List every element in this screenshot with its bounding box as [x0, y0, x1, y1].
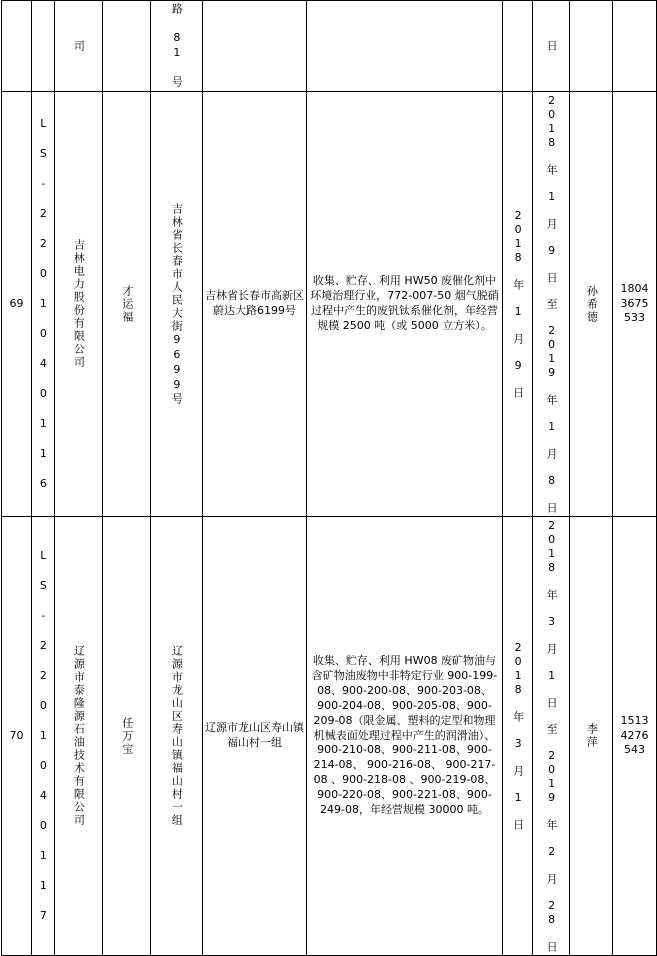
cell-handler: 李萍 — [570, 517, 613, 956]
cell-valid-period: 日 — [533, 1, 570, 92]
cell-seq: 70 — [2, 517, 32, 956]
cell-address: 吉林省长春市人民大街9699号 — [151, 92, 203, 517]
cell-address: 辽源市龙山区寿山镇福山村一组 — [151, 517, 203, 956]
table-row — [2, 1, 657, 92]
table-row — [2, 517, 657, 956]
cell-seq — [2, 1, 32, 92]
cell-address-2: 吉林省长春市高新区蔚达大路6199号 — [203, 92, 307, 517]
cell-valid-period: 2018 年 1 月 9 日 至 2019 年 1 月 8 日 — [533, 92, 570, 517]
cell-handler: 孙希德 — [570, 92, 613, 517]
cell-company: 辽源市泰隆源石油技术有限公司 — [55, 517, 103, 956]
cell-amount: 1513 4276 543 — [613, 517, 657, 956]
cell-handler — [570, 1, 613, 92]
cell-scope: 收集、贮存、利用 HW50 废催化剂中环境治理行业，772-007-50 烟气脱硝过程中产生的废钒钛系催化剂，年经营规模 2500 吨（或 5000 立方米）。 — [307, 92, 503, 517]
cell-legal-person: 才运福 — [103, 92, 151, 517]
permit-registry-table — [1, 0, 657, 956]
cell-address: 路 81 号 — [151, 1, 203, 92]
table-row — [2, 92, 657, 517]
cell-issue-date: 2018 年 3 月 1 日 — [503, 517, 533, 956]
cell-seq: 69 — [2, 92, 32, 517]
cell-cert-no — [32, 1, 55, 92]
cell-scope — [307, 1, 503, 92]
cell-company: 司 — [55, 1, 103, 92]
cell-cert-no: L S - 2 2 0 1 0 4 0 1 1 7 — [32, 517, 55, 956]
cell-address-2 — [203, 1, 307, 92]
cell-legal-person: 任万宝 — [103, 517, 151, 956]
cell-issue-date: 2018 年 1 月 9 日 — [503, 92, 533, 517]
cell-cert-no: L S - 2 2 0 1 0 4 0 1 1 6 — [32, 92, 55, 517]
cell-company: 吉林电力股份有限公司 — [55, 92, 103, 517]
cell-scope: 收集、贮存、利用 HW08 废矿物油与含矿物油废物中非特定行业 900-199-08、900-200-08、900-203-08、900-204-08、900-205-08、900-209-08（限金属、塑料的定型和物理机械表面处理过程中产生的润滑油）、900-210-08、900-211-08、900-214-08、 900-216-08、 900-217-08 、900-218-08 、900-219-08、900-220-08、900-221-08、900-249-08，年经营规模 30000 吨。 — [307, 517, 503, 956]
cell-legal-person — [103, 1, 151, 92]
cell-amount — [613, 1, 657, 92]
cell-amount: 1804 3675 533 — [613, 92, 657, 517]
cell-address-2: 辽源市龙山区寿山镇福山村一组 — [203, 517, 307, 956]
cell-issue-date — [503, 1, 533, 92]
cell-valid-period: 2018 年 3 月 1 日 至 2019 年 2 月 28 日 — [533, 517, 570, 956]
